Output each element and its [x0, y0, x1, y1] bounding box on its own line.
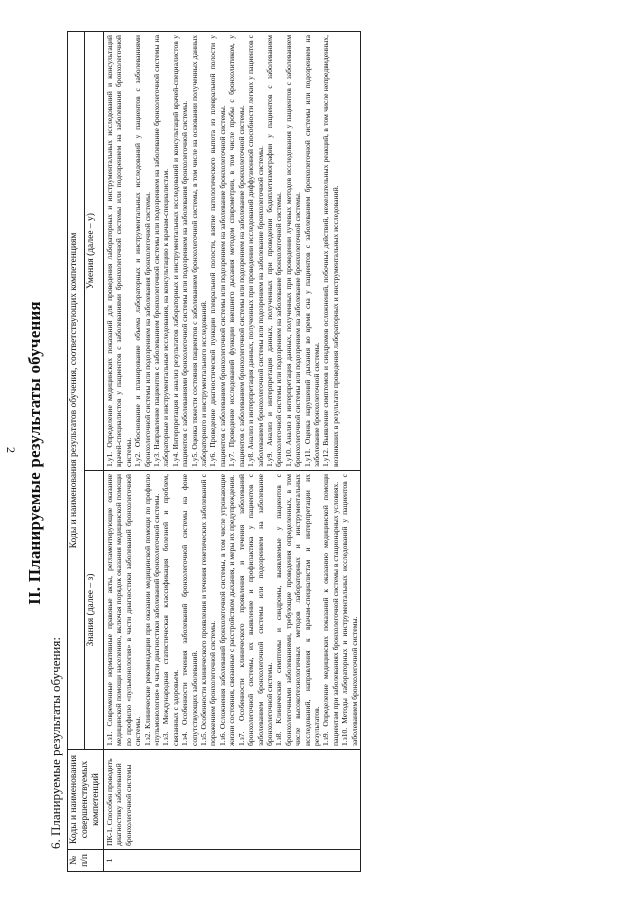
page-number: 2 [4, 447, 18, 453]
skills-cell [104, 32, 361, 471]
header-competence: Коды и наименования совершенствуемых компетенций [68, 750, 104, 850]
skill-item: 1.у10. Анализ и интерпретация данных, полученных при проведении лучевых методов исследования у пациентов с заболеванием бронхолегочной системы или подозрением на заболевание бронхолегочной системы. [283, 35, 303, 467]
learning-outcomes-table [67, 31, 361, 872]
skill-item: 1.у1. Определение медицинских показаний для проведения лабораторных и инструментальных исследований и консультаций врачей-специалистов у пациентов с заболеваниями бронхолегочной системы или подозрением на заболевания бронхолегочной системы. [105, 35, 133, 467]
row-number: 1 [104, 850, 361, 872]
skill-item: 1.у2. Обоснование и планирование объема лабораторных и инструментальных исследований у пациентов с заболеваниями бронхолегочной системы или подозрением на заболевания бронхолегочной системы. [133, 35, 152, 467]
knowledge-item: 1.з6. Осложнения заболеваний бронхолегочной системы, в том числе угрожающие жизни состояния, связанные с расстройством дыхания, и меры их предупреждения. [217, 474, 237, 746]
skill-item: 1.у8. Анализ и интерпретация данных, полученных при проведении исследований диффузионной способности легких у пациентов с заболеванием бронхолегочной системы или подозрением на заболевание бронхолегочной системы. [246, 35, 265, 467]
competence-cell: ПК-1. Способен проводить диагностику заболеваний бронхолегочной системы [104, 750, 361, 850]
knowledge-item: 1.з5. Особенности клинического проявления и течения генетических заболеваний с поражением бронхолегочной системы. [199, 474, 218, 746]
table-row [104, 32, 361, 872]
knowledge-item: 1.з9. Определение медицинских показаний к оказанию медицинской помощи пациентам при заболеваниях бронхолегочной системы в стационарных условиях. [321, 474, 340, 746]
page-title: II. Планируемые результаты обучения [25, 301, 44, 605]
knowledge-item: 1.з3. Международная статистическая классификация болезней и проблем, связанных с здоровьем. [161, 474, 180, 746]
skill-item: 1.у5. Оценка тяжести состояния пациентов с заболеванием бронхолегочной системы, в том числе на основании полученных данных лабораторного и инструментального исследований. [189, 35, 209, 467]
header-skills: Умения (далее – у) [85, 32, 104, 471]
skill-item: 1.у11. Оценка нарушений дыхания во время сна у пациентов с заболеванием бронхолегочной системы или подозрением на заболевание бронхолегочной системы. [302, 35, 321, 467]
header-knowledge: Знания (далее – з) [85, 471, 104, 750]
skill-item: 1.у12. Выявление симптомов и синдромов осложнений, побочных действий, нежелательных реакций, в том числе непредвиденных, возникших в результате проведения лабораторных и инструментальных исследований. [321, 35, 340, 467]
knowledge-item: 1.з8. Клинические симптомы и синдромы, выявляемые у пациентов с бронхолегочными заболеваниями, требующие проведения определенных, в том числе высокотехнологичных методов лабораторных и инструментальных исследований, направления к врачам-специалистам и интерпретации их результатов. [274, 474, 321, 746]
skill-item: 1.у4. Интерпретация и анализ результатов лабораторных и инструментальных исследований и консультаций врачей-специалистов у пациентов с заболеваниями бронхолегочной системы или подозрением на заболевания бронхолегочной системы. [170, 35, 190, 467]
knowledge-item: 1.з1. Современные нормативные правовые акты, регламентирующие оказание медицинской помощи населению, включая порядок оказания медицинской помощи по профилю «пульмонология» в части диагностики заболеваний бронхолегочной системы. [105, 474, 143, 746]
header-num: № п/п [68, 850, 104, 872]
knowledge-item: 1.з2. Клинические рекомендации при оказании медицинской помощи по профилю «пульмонология» в части диагностики заболеваний бронхолегочной системы. [142, 474, 162, 746]
skill-item: 1.у7. Проведение исследований функции внешнего дыхания методом спирометрии, в том числе пробы с бронхолитиком, у пациентов с заболеванием бронхолегочной системы или подозрением на заболевание бронхолегочной системы. [227, 35, 246, 467]
section-heading: 6. Планируемые результаты обучения: [48, 637, 63, 849]
skill-item: 1.у6. Проведение диагностической пункции плевральной полости, взятие патологического выпота из плевральной полости у пациентов с заболеванием бронхолегочной системы или подозрением на заболевание бронхолегочной системы. [208, 35, 227, 467]
skill-item: 1.у3. Направление пациентов с заболеванием бронхолегочной системы или подозрением на заболевание бронхолегочной системы на лабораторные и инструментальные исследования, на консультацию к врачам-специалистам. [152, 35, 171, 467]
knowledge-item: 1.з7. Особенности клинического проявления и течения заболеваний бронхолегочной системы, их выявление и профилактика у пациентов с заболеванием бронхолегочной системы или подозрением на заболевание бронхолегочной системы. [236, 474, 274, 746]
header-group: Коды и наименования результатов обучения, соответствующих компетенциям [68, 32, 85, 750]
knowledge-item: 1.з10. Методы лабораторных и инструментальных исследований у пациентов с заболеванием бронхолегочной системы. [340, 474, 359, 746]
knowledge-cell [104, 471, 361, 750]
skill-item: 1.у9. Анализ и интерпретация данных, полученных при проведении бодиплетизмографии у пациентов с заболеванием бронхолегочной системы или подозрением на заболевание бронхолегочной системы. [264, 35, 284, 467]
knowledge-item: 1.з4. Особенности течения заболеваний бронхолегочной системы на фоне сопутствующих заболеваний. [180, 474, 199, 746]
